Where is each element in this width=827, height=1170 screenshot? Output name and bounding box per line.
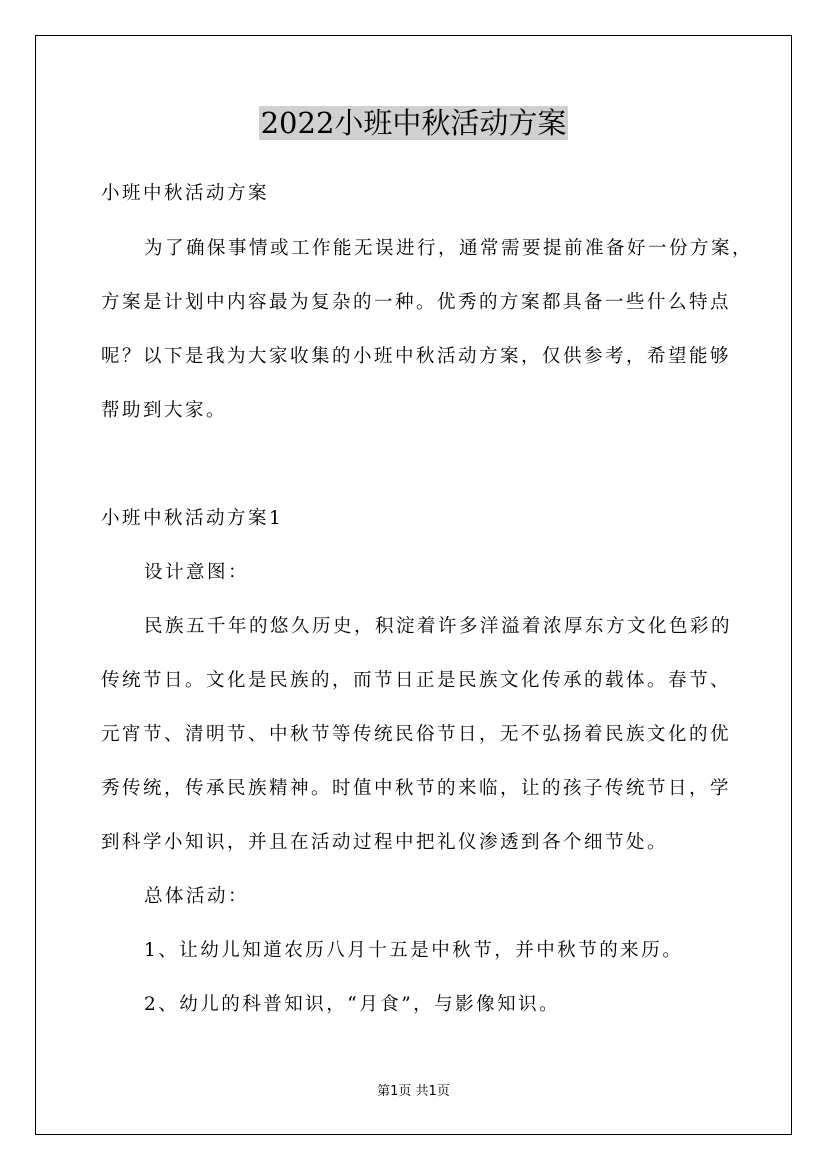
paragraph-line: 呢？以下是我为大家收集的小班中秋活动方案，仅供参考，希望能够 — [101, 346, 732, 367]
paragraph-line: 为了确保事情或工作能无误进行，通常需要提前准备好一份方案， — [144, 238, 754, 259]
paragraph-line: 秀传统，传承民族精神。时值中秋节的来临，让的孩子传统节日，学 — [101, 778, 732, 799]
paragraph-line: 民族五千年的悠久历史，积淀着许多洋溢着浓厚东方文化色彩的 — [144, 616, 733, 637]
paragraph-line: 到科学小知识，并且在活动过程中把礼仪渗透到各个细节处。 — [101, 832, 669, 853]
section-label: 总体活动： — [144, 886, 250, 907]
page-footer: 第1页 共1页 — [377, 1084, 450, 1099]
paragraph-line: 元宵节、清明节、中秋节等传统民俗节日，无不弘扬着民族文化的优 — [101, 724, 732, 745]
paragraph-line: 传统节日。文化是民族的，而节日正是民族文化传承的载体。春节、 — [101, 670, 732, 691]
list-item: 2、幼儿的科普知识，“月食”，与影像知识。 — [144, 994, 561, 1015]
subtitle-line: 小班中秋活动方案 — [101, 183, 270, 204]
document-title-text: 2022小班中秋活动方案 — [260, 106, 567, 140]
paragraph-line: 帮助到大家。 — [101, 400, 228, 421]
document-title — [0, 100, 827, 146]
list-item: 1、让幼儿知道农历八月十五是中秋节，并中秋节的来历。 — [144, 940, 684, 961]
section-heading: 小班中秋活动方案1 — [101, 508, 284, 529]
section-label: 设计意图： — [144, 562, 250, 583]
paragraph-line: 方案是计划中内容最为复杂的一种。优秀的方案都具备一些什么特点 — [101, 292, 732, 313]
